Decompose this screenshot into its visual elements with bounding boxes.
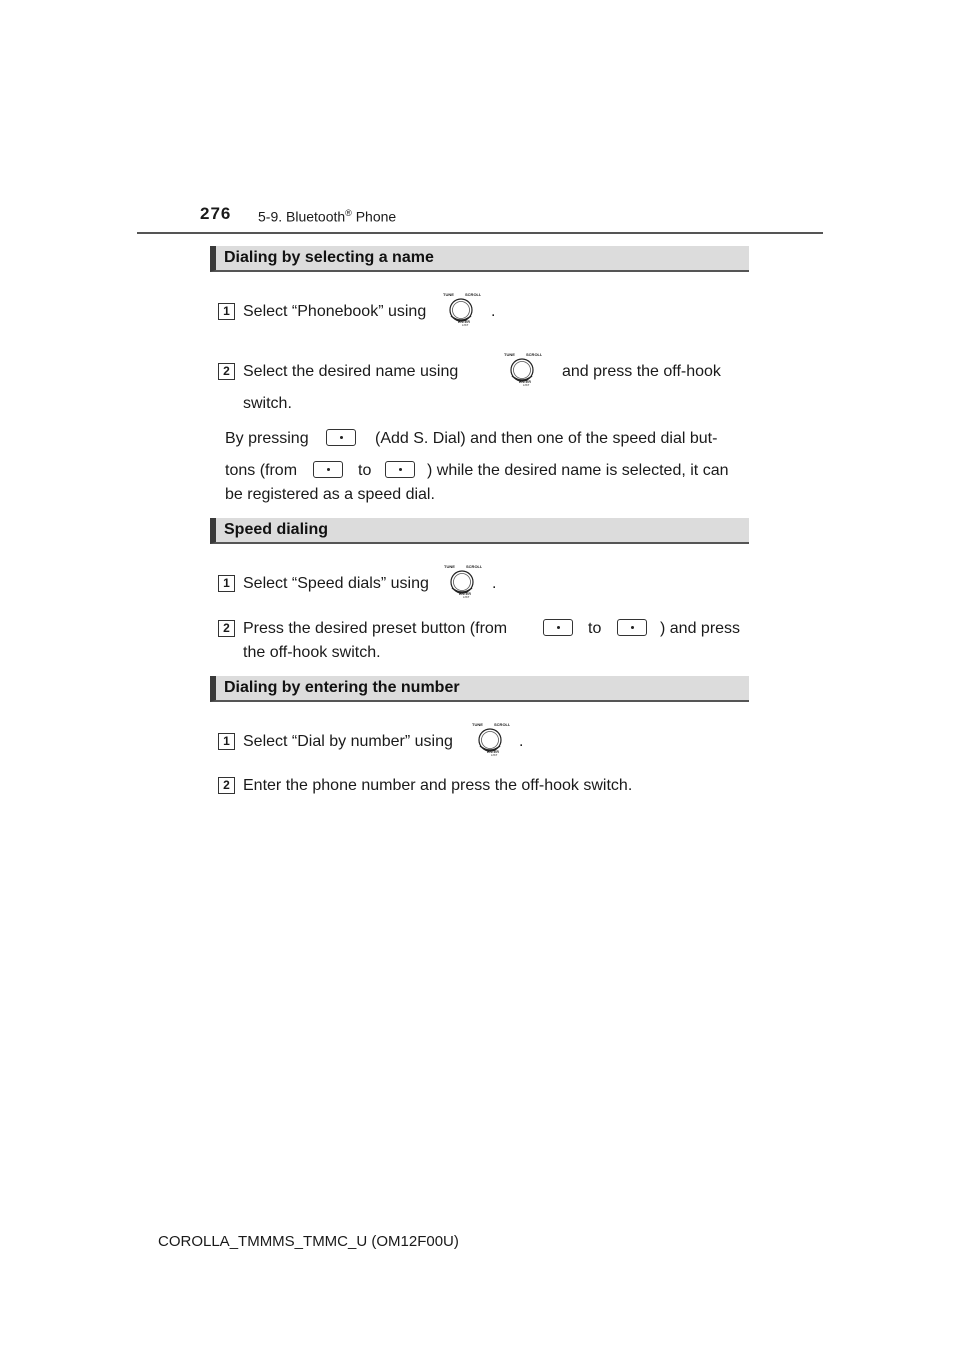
step-text: Select “Speed dials” using — [243, 575, 429, 592]
tune-scroll-knob-icon — [470, 720, 510, 756]
tune-scroll-knob-icon — [442, 562, 482, 598]
step-text: Press the desired preset button (from — [243, 620, 508, 637]
note-text: (Add S. Dial) and then one of the speed dial but- — [375, 430, 718, 447]
step-number: 1 — [218, 733, 235, 750]
note-text: to — [358, 462, 372, 479]
section-heading-dialing-by-number: Dialing by entering the number — [210, 676, 749, 702]
step-text: Select the desired name using — [243, 363, 459, 380]
preset-button-icon — [385, 461, 415, 478]
preset-button-icon — [313, 461, 343, 478]
step-text-end: . — [492, 575, 497, 592]
preset-button-icon — [617, 619, 647, 636]
footer-model-code: COROLLA_TMMMS_TMMC_U (OM12F00U) — [158, 1233, 459, 1250]
step-text: switch. — [243, 395, 292, 412]
step-text: to — [588, 620, 602, 637]
step-text-end: . — [519, 733, 524, 750]
page-number: 276 — [200, 204, 232, 223]
section-heading-dialing-by-name: Dialing by selecting a name — [210, 246, 749, 272]
section-heading-speed-dialing: Speed dialing — [210, 518, 749, 544]
step-text: Select “Dial by number” using — [243, 733, 453, 750]
step-text: Enter the phone number and press the off-hook switch. — [243, 777, 633, 794]
tune-scroll-knob-icon — [502, 350, 542, 386]
step-text-end: . — [491, 303, 496, 320]
step-text: and press the off-hook — [562, 363, 721, 380]
step-number: 2 — [218, 620, 235, 637]
step-text: the off-hook switch. — [243, 644, 381, 661]
step-number: 1 — [218, 575, 235, 592]
note-text: be registered as a speed dial. — [225, 486, 435, 503]
step-number: 1 — [218, 303, 235, 320]
note-text: By pressing — [225, 430, 309, 447]
section-title: 5-9. Bluetooth® Phone — [258, 208, 397, 225]
note-text: tons (from — [225, 462, 298, 479]
header-divider — [137, 232, 823, 234]
step-text: Select “Phonebook” using — [243, 303, 427, 320]
preset-button-icon — [543, 619, 573, 636]
tune-scroll-knob-icon — [441, 290, 481, 326]
step-text: ) and press — [660, 620, 741, 637]
step-number: 2 — [218, 363, 235, 380]
preset-button-icon — [326, 429, 356, 446]
note-text: ) while the desired name is selected, it can — [427, 462, 729, 479]
step-number: 2 — [218, 777, 235, 794]
